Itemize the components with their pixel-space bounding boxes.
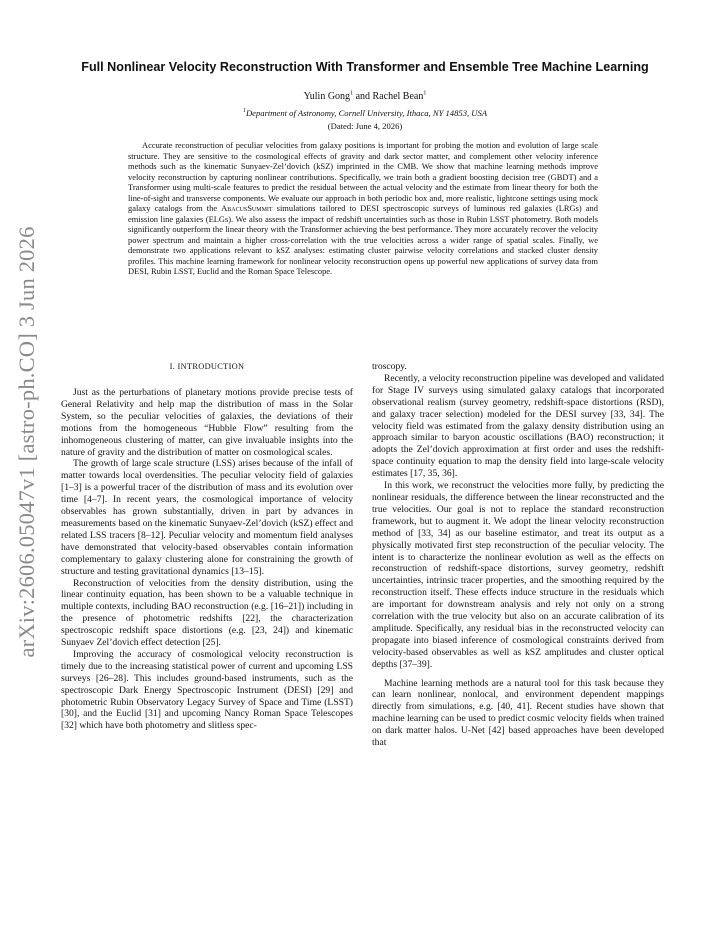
body-paragraph: In this work, we reconstruct the velocities more fully, by predicting the nonlinear residuals, the difference between the linear reconstructed and the true velocities. Our goal is not to replace the standard reconstruction framework, but to augment it. We adopt the linear velocity reconstruction method of [33, 34] as our baseline estimator, and treat its output as a physically motivated first step reconstruction of the peculiar velocity. The intent is to characterize the nonlinear evolution as well as the effects on reconstruction of redshift-space distortions, survey geometry, redshift uncertainties, intrinsic tracer properties, and the smoothing required by the reconstruction itself. These effects induce structure in the residuals which are important for downstream analysis and rely not only on a strong correlation with the true velocity but also on an accurate calibration of its amplitude. Specifically, any residual bias in the reconstructed velocity can propagate into biased inference of cosmological constraints derived from velocity-based observables as well as kSZ amplitudes and cluster optical depths [37–39]. xyxy=(372,480,664,670)
abstract xyxy=(128,140,598,277)
affiliation-text: Department of Astronomy, Cornell University, Ithaca, NY 14853, USA xyxy=(245,108,488,118)
arxiv-identifier: arXiv:2606.05047v1 [astro-ph.CO] 3 Jun 2026 xyxy=(14,226,39,658)
section-heading: I. INTRODUCTION xyxy=(169,362,245,371)
affiliation-marker: 1 xyxy=(350,90,354,97)
left-column xyxy=(61,362,353,732)
paragraph-gap xyxy=(372,671,664,678)
abstract-text: Accurate reconstruction of peculiar velocities from galaxy positions is important for probing the motion and evolution of large scale structure. They are sensitive to the cosmological effects of gravity and dark sector matter, and complement other velocity inference methods such as the kinematic Sunyaev-Zel’dovich (kSZ) imprinted in the CMB. We show that machine learning methods improve velocity reconstruction by capturing nonlinear contributions. Specifically, we train both a gradient boosting decision tree (GBDT) and a Transformer using multi-scale features to predict the residual between the actual velocity and the estimate from linear theory for both the line-of-sight and transverse components. We evaluate our approach in both periodic box and, more realistic, lightcone settings using mock galaxy catalogs from the xyxy=(128,140,598,213)
author-conjunction: and xyxy=(353,91,373,102)
dated-line: (Dated: June 4, 2026) xyxy=(327,121,403,131)
arxiv-stamp xyxy=(6,226,48,658)
author-name: Yulin Gong xyxy=(303,91,351,102)
author-line xyxy=(60,91,670,102)
affiliation-marker: 1 xyxy=(423,90,427,97)
body-paragraph: Recently, a velocity reconstruction pipeline was developed and validated for Stage IV surveys using simulated galaxy catalogs that incorporated observational realism (survey geometry, redshift-space distortions (RSD), and galaxy tracer selection) modeled for the DESI survey [33, 34]. The velocity field was estimated from the galaxy density distribution using an approach similar to baryon acoustic oscillations (BAO) reconstruction; it adopts the Zel’dovich approximation at first order and uses the redshift-space continuity equation to map the density field into large-scale velocity estimates [17, 35, 36]. xyxy=(372,372,664,480)
body-paragraph: troscopy. xyxy=(372,361,407,372)
abstract-text: simulations tailored to DESI spectroscopic surveys of luminous red galaxies (LRGs) and emission line galaxies (ELGs). We also assess the impact of redshift uncertainties such as those in Rubin LSST photometry. Both models significantly outperform the linear theory with the Transformer achieving the best performance. They more accurately recover the velocity power spectrum and maintain a higher cross-correlation with the true velocities across a wider range of spatial scales. Finally, we demonstrate two applications relevant to kSZ analyses: estimating cluster pairwise velocity correlations and stacked cluster density profiles. This machine learning framework for nonlinear velocity reconstruction opens up powerful new applications of survey data from DESI, Rubin LSST, Euclid and the Roman Space Telescope. xyxy=(128,203,598,276)
paper-title: Full Nonlinear Velocity Reconstruction With Transformer and Ensemble Tree Machine Learning xyxy=(81,60,649,74)
body-paragraph: The growth of large scale structure (LSS) arises because of the infall of matter towards local overdensities. The peculiar velocity field of galaxies [1–3] is a powerful tracer of the distribution of mass and its evolution over time [4–7]. In recent years, the cosmological importance of velocity observables has grown substantially, driven in part by advances in measurements based on the kinematic Sunyaev-Zel’dovich (kSZ) effect and related LSS tracers [8–12]. Peculiar velocity and momentum field analyses have demonstrated that velocity-based observables contain information complementary to galaxy clustering alone for constraining the growth of structure and testing gravitational dynamics [13–15]. xyxy=(61,458,353,577)
body-paragraph: Improving the accuracy of cosmological velocity reconstruction is timely due to the increasing statistical power of current and upcoming LSS surveys [26–28]. This includes ground-based instruments, such as the spectroscopic Dark Energy Spectroscopic Instrument (DESI) [29] and photometric Rubin Observatory Legacy Survey of Space and Time (LSST) [30], and the Euclid [31] and upcoming Nancy Roman Space Telescopes [32] which have both photometry and slitless spec- xyxy=(61,648,353,732)
simulation-name: AbacusSummit xyxy=(221,203,273,213)
body-paragraph: Machine learning methods are a natural tool for this task because they can learn nonlinear, nonlocal, and environment dependent mappings directly from simulations, e.g. [40, 41]. Recent studies have shown that machine learning can be used to predict cosmic velocity fields when trained on dark matter halos. U-Net [42] based approaches have been developed that xyxy=(372,677,664,749)
affiliation xyxy=(60,108,670,118)
body-paragraph: Just as the perturbations of planetary motions provide precise tests of General Relativity and help map the distribution of mass in the Solar System, so the peculiar velocities of galaxies, the deviations of their motions from the homogeneous “Hubble Flow” resulting from the inhomogeneous clustering of matter, can give invaluable insights into the nature of gravity and the distribution of matter on cosmological scales. xyxy=(61,387,353,458)
body-paragraph: Reconstruction of velocities from the density distribution, using the linear continuity equation, has been shown to be a valuable technique in multiple contexts, including BAO reconstruction (e.g. [16–21]) including in the presence of photometric redshifts [22], the characterization spectroscopic redshift space distortions (e.g. [23, 24]) and kinematic Sunyaev Zel’dovich effect detection [25]. xyxy=(61,577,353,649)
right-column xyxy=(372,361,664,749)
affiliation-marker: 1 xyxy=(242,108,246,115)
author-name: Rachel Bean xyxy=(372,91,424,102)
